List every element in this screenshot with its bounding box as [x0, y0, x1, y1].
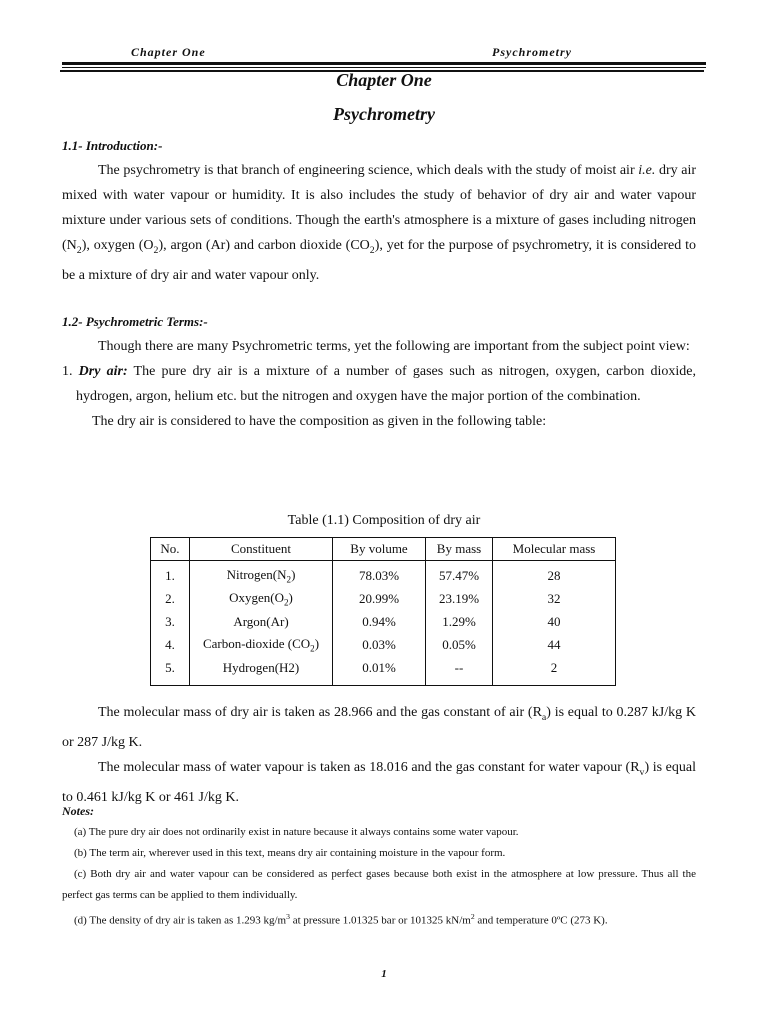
cell-constituent [190, 561, 333, 588]
subscript: 2 [76, 244, 82, 256]
subscript: a [541, 711, 547, 723]
col-header-molecular-mass: Molecular mass [493, 538, 616, 561]
chapter-title: Chapter One [336, 70, 432, 90]
constituent-close: ) [288, 589, 293, 605]
note-d [62, 906, 696, 932]
superscript: 3 [286, 912, 290, 921]
running-header-chapter: Chapter One [131, 45, 206, 59]
composition-table [150, 537, 616, 686]
gas-constant-paragraph [62, 700, 696, 810]
note-d-text-3: and temperature 0ºC (273 K). [474, 914, 608, 927]
cell-constituent [190, 633, 333, 656]
intro-text-3: ), oxygen (O [81, 238, 154, 253]
cell-constituent [190, 587, 333, 610]
cell-by-volume: 0.03% [333, 633, 426, 656]
terms-intro: Though there are many Psychrometric terms, yet the following are important from the subject point view: [98, 339, 690, 354]
cell-constituent [190, 656, 333, 686]
dry-air-definition [62, 359, 696, 409]
table-header-row [151, 538, 616, 561]
intro-ie: i.e. [638, 163, 656, 178]
table-row [151, 561, 616, 588]
air-gas-constant [62, 700, 696, 755]
superscript: 2 [470, 912, 475, 921]
col-header-by-volume: By volume [333, 538, 426, 561]
cell-no: 5. [151, 656, 190, 686]
cell-molecular-mass: 44 [493, 633, 616, 656]
dry-air-label: Dry air: [78, 364, 128, 379]
constituent-name: Hydrogen(H2) [222, 659, 300, 675]
running-header-subject: Psychrometry [492, 45, 572, 59]
air-text-1: The molecular mass of dry air is taken as 28.966 and the gas constant of air (R [98, 705, 542, 720]
header-rule-thin [62, 67, 706, 68]
intro-text-2: dry air mixed with water vapour or humidity. It is also includes the study of behavior of dry air and water vapour mixture under various sets of conditions. Though the earth's atmosphere is a mixture of gases including nitrogen (N [62, 163, 697, 253]
cell-molecular-mass: 2 [493, 656, 616, 686]
chapter-subject: Psychrometry [333, 104, 435, 124]
cell-by-mass: 0.05% [426, 633, 493, 656]
subscript: v [639, 766, 645, 778]
dry-air-number: 1. [62, 364, 79, 379]
cell-by-mass: 1.29% [426, 610, 493, 633]
notes-list [62, 822, 696, 932]
cell-by-volume: 78.03% [333, 561, 426, 588]
cell-no: 3. [151, 610, 190, 633]
section-heading-terms: 1.2- Psychrometric Terms:- [62, 314, 208, 329]
cell-no: 4. [151, 633, 190, 656]
constituent-name: Carbon-dioxide (CO [202, 635, 311, 651]
note-d-text-1: (d) The density of dry air is taken as 1.293 kg/m [74, 914, 287, 927]
table-row [151, 587, 616, 610]
cell-by-mass: 57.47% [426, 561, 493, 588]
subscript: 2 [286, 574, 292, 585]
cell-no: 2. [151, 587, 190, 610]
intro-text-1: The psychrometry is that branch of engineering science, which deals with the study of moist air [98, 163, 635, 178]
constituent-name: Oxygen(O [229, 589, 284, 605]
cell-molecular-mass: 28 [493, 561, 616, 588]
note-b: (b) The term air, wherever used in this text, means dry air containing moisture in the vapour form. [74, 847, 506, 859]
table-row [151, 656, 616, 686]
cell-by-volume: 20.99% [333, 587, 426, 610]
constituent-name: Argon(Ar) [233, 613, 289, 629]
vapour-text-1: The molecular mass of water vapour is taken as 18.016 and the gas constant for water vapour (R [98, 759, 640, 775]
constituent-name: Nitrogen(N [226, 566, 287, 582]
constituent-close: ) [314, 635, 320, 651]
table-caption: Table (1.1) Composition of dry air [287, 513, 481, 528]
cell-by-volume: 0.94% [333, 610, 426, 633]
subscript: 2 [369, 244, 375, 256]
note-c: (c) Both dry air and water vapour can be considered as perfect gases because both exist in the atmosphere at low pressure. Thus all the perfect gas terms can be applied to them individually. [62, 868, 696, 901]
notes-heading: Notes: [62, 804, 94, 818]
introduction-paragraph [62, 158, 696, 288]
terms-paragraph [62, 334, 696, 434]
air-text-2: ) is equal to 0.287 kJ/kg K or 287 J/kg K. [62, 705, 696, 750]
cell-by-mass: 23.19% [426, 587, 493, 610]
subscript: 2 [284, 597, 289, 608]
cell-molecular-mass: 32 [493, 587, 616, 610]
table-row [151, 633, 616, 656]
cell-by-volume: 0.01% [333, 656, 426, 686]
cell-constituent [190, 610, 333, 633]
section-heading-introduction: 1.1- Introduction:- [62, 138, 163, 153]
constituent-close: ) [291, 566, 296, 582]
note-a: (a) The pure dry air does not ordinarily exist in nature because it always contains some water vapour. [74, 826, 519, 838]
cell-by-mass: -- [426, 656, 493, 686]
intro-text-5: ), yet for the purpose of psychrometry, it is considered to be a mixture of dry air and water vapour only. [62, 238, 696, 283]
intro-text-4: ), argon (Ar) and carbon dioxide (CO [158, 238, 370, 253]
subscript: 2 [153, 244, 159, 256]
vapour-gas-constant [62, 755, 696, 810]
col-header-by-mass: By mass [426, 538, 493, 561]
dry-air-text: The pure dry air is a mixture of a number of gases such as nitrogen, oxygen, carbon dioxide, hydrogen, argon, helium etc. but the nitrogen and oxygen have the major portion of the combination. [76, 364, 696, 404]
header-rule [62, 62, 706, 65]
dry-air-table-intro: The dry air is considered to have the composition as given in the following table: [92, 414, 547, 429]
cell-no: 1. [151, 561, 190, 588]
col-header-no: No. [151, 538, 190, 561]
subscript: 2 [310, 643, 315, 654]
col-header-constituent: Constituent [190, 538, 333, 561]
table-row [151, 610, 616, 633]
vapour-text-2: ) is equal to 0.461 kJ/kg K or 461 J/kg K. [62, 759, 696, 805]
page-number: 1 [381, 968, 387, 980]
cell-molecular-mass: 40 [493, 610, 616, 633]
note-d-text-2: at pressure 1.01325 bar or 101325 kN/m [289, 914, 471, 927]
